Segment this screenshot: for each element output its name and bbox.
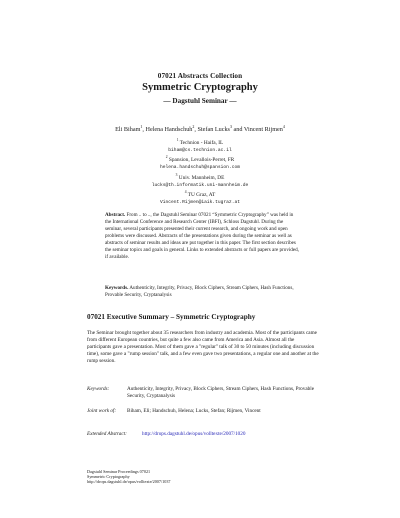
affiliations — [0, 137, 400, 206]
email-link[interactable]: lucks@th.informatik.uni-mannheim.de — [151, 182, 249, 188]
joint-work-label: Joint work of: — [87, 408, 117, 414]
footer — [87, 469, 171, 484]
affiliation-name: $^4$ TU Graz, AT — [184, 190, 216, 198]
email-link[interactable]: helena.handschuh@spansion.com — [160, 165, 240, 171]
keywords-text: Authenticity, Integrity, Privacy, Block Ciphers, Stream Ciphers, Hash Functions, Provable Security, Cryptanalysis — [127, 386, 315, 400]
keywords-text: Authenticity, Integrity, Privacy, Block Ciphers, Stream Ciphers, Hash Functions, Provable Security, Cryptanalysis — [105, 285, 294, 298]
affiliation-marker: 3 — [229, 124, 232, 129]
joint-work-text: Biham, Eli; Handschuh, Helena; Lucks, Stefan; Rijmen, Vincent — [127, 408, 261, 414]
affiliation-name: $^3$ Univ. Mannheim, DE — [175, 172, 225, 181]
section-heading: 07021 Executive Summary – Symmetric Cryptography — [87, 313, 256, 321]
footer-url[interactable]: http://drops.dagstuhl.de/opus/volltexte/2007/1037 — [87, 479, 171, 484]
affiliation-marker: 2 — [192, 124, 195, 129]
keywords-label: Keywords. — [105, 285, 129, 291]
affiliation-marker: 4 — [282, 124, 285, 129]
affiliation-name: $^1$ Technion - Haifa, IL — [176, 138, 224, 146]
email-link[interactable]: Vincent.Rijmen@iaik.tugraz.at — [160, 200, 240, 206]
abstract-label: Abstract. — [105, 212, 126, 218]
footer-line: Symmetric Cryptography — [87, 474, 130, 479]
extended-abstract-label: Extended Abstract: — [87, 431, 127, 437]
author-name: , Stefan Lucks — [194, 126, 230, 134]
collection-caption: 07021 Abstracts Collection — [157, 72, 243, 80]
author-name: Eli Biham — [115, 126, 141, 134]
abstract-block — [105, 212, 300, 261]
email-link[interactable]: biham@cs.technion.ac.il — [168, 148, 232, 154]
abstract-text: From .. to .., the Dagstuhl Seminar 07021 “Symmetric Cryptography” was held in the International Conference and Research Center (IBFI), Schloss Dagstuhl. During the seminar, several participants presented their current research, and ongoing work and open problems were discussed. Abstracts of the presentations given during the seminar as well as abstracts of seminar results and ideas are put together in this paper. The first section describes the seminar topics and goals in general. Links to extended abstracts or full papers are provided, if available. — [105, 212, 299, 260]
author-list — [0, 124, 400, 133]
keywords-block — [105, 285, 300, 299]
section-body: The Seminar brought together about 35 researchers from industry and academia. Most of the participants came from different European countries, but quite a few also came from America and Asia. Almost all the participants gave a presentation. Most of them gave a "regular" talk of 30 to 50 minutes (including discussion time), some gave a "rump session" talk, and a few even gave two presentations, a regular one and another at the rump session. — [87, 330, 319, 365]
paper-title: Symmetric Cryptography — [142, 82, 258, 93]
keywords-label: Keywords: — [87, 386, 110, 392]
author-name: , Helena Handschuh — [142, 126, 193, 134]
extended-abstract-link[interactable]: http://drops.dagstuhl.de/opus/volltexte/2007/1020 — [142, 431, 246, 437]
paper-subtitle: — Dagstuhl Seminar — — [163, 97, 237, 105]
author-name: and Vincent Rijmen — [231, 126, 283, 134]
affiliation-marker: 1 — [140, 124, 143, 129]
affiliation-name: $^2$ Spansion, Levallois-Perret, FR — [165, 155, 235, 164]
footer-line: Dagstuhl Seminar Proceedings 07021 — [87, 469, 151, 474]
